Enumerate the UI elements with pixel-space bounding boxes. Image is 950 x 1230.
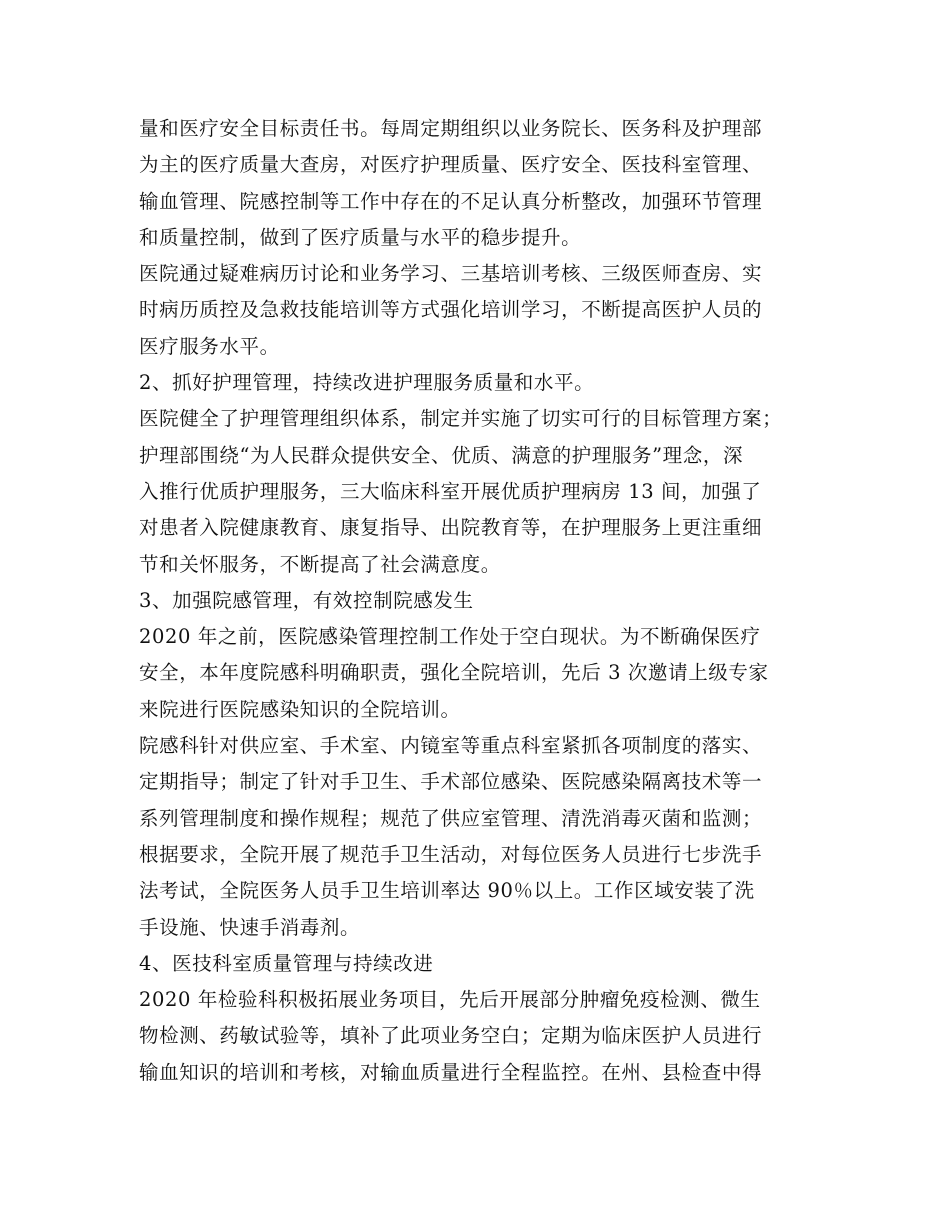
text-line: 院感科针对供应室、手术室、内镜室等重点科室紧抓各项制度的落实、: [139, 734, 763, 758]
section-heading-3: 3、加强院感管理，有效控制院感发生: [139, 588, 474, 612]
text-line: 护理部围绕“为人民群众提供安全、优质、满意的护理服务”理念，深: [139, 443, 744, 467]
text-line: 安全，本年度院感科明确职责，强化全院培训，先后 3 次邀请上级专家: [139, 661, 769, 685]
text-line: 时病历质控及急救技能培训等方式强化培训学习，不断提高医护人员的: [139, 298, 763, 322]
text-line: 医院通过疑难病历讨论和业务学习、三基培训考核、三级医师查房、实: [139, 262, 763, 286]
section-heading-4: 4、医技科室质量管理与持续改进: [139, 951, 434, 975]
text-line: 物检测、药敏试验等，填补了此项业务空白；定期为临床医护人员进行: [139, 1024, 763, 1048]
text-line: 对患者入院健康教育、康复指导、出院教育等，在护理服务上更注重细: [139, 516, 763, 540]
text-line: 系列管理制度和操作规程；规范了供应室管理、清洗消毒灭菌和监测；: [139, 806, 763, 830]
text-line: 为主的医疗质量大查房，对医疗护理质量、医疗安全、医技科室管理、: [139, 153, 763, 177]
text-line: 法考试，全院医务人员手卫生培训率达 90％以上。工作区域安装了洗: [139, 879, 755, 903]
section-heading-2: 2、抓好护理管理，持续改进护理服务质量和水平。: [139, 371, 595, 395]
text-line: 输血管理、院感控制等工作中存在的不足认真分析整改，加强环节管理: [139, 189, 763, 213]
text-line: 根据要求，全院开展了规范手卫生活动，对每位医务人员进行七步洗手: [139, 842, 763, 866]
text-line: 量和医疗安全目标责任书。每周定期组织以业务院长、医务科及护理部: [139, 117, 763, 140]
text-line: 医疗服务水平。: [139, 334, 280, 358]
text-line: 手设施、快速手消毒剂。: [139, 915, 361, 939]
text-line: 医院健全了护理管理组织体系，制定并实施了切实可行的目标管理方案；: [139, 407, 783, 431]
text-line: 和质量控制，做到了医疗质量与水平的稳步提升。: [139, 225, 582, 249]
body-text: [139, 111, 829, 1091]
text-line: 2020 年之前，医院感染管理控制工作处于空白现状。为不断确保医疗: [139, 625, 761, 649]
text-line: 节和关怀服务，不断提高了社会满意度。: [139, 552, 501, 576]
text-line: 定期指导；制定了针对手卫生、手术部位感染、医院感染隔离技术等一: [139, 770, 763, 794]
text-line: 入推行优质护理服务，三大临床科室开展优质护理病房 13 间，加强了: [139, 479, 762, 503]
text-line: 来院进行医院感染知识的全院培训。: [139, 697, 461, 721]
text-line: 2020 年检验科积极拓展业务项目，先后开展部分肿瘤免疫检测、微生: [139, 988, 761, 1012]
text-line: 输血知识的培训和考核，对输血质量进行全程监控。在州、县检查中得: [139, 1060, 763, 1084]
